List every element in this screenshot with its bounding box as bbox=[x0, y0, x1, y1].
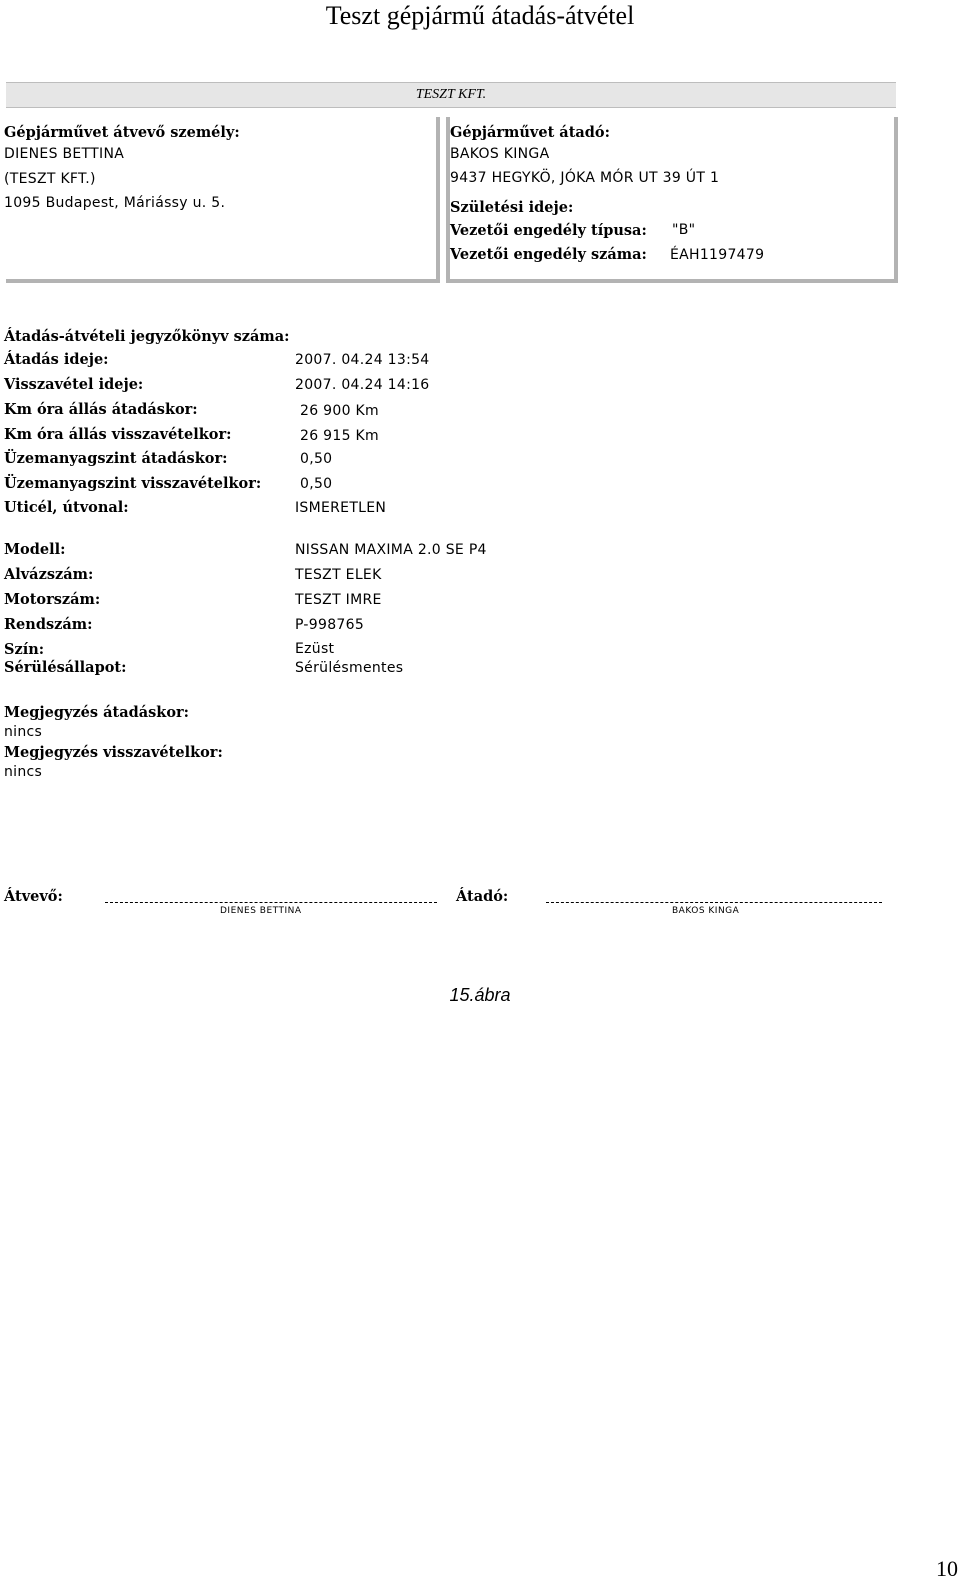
receiver-signature-name: DIENES BETTINA bbox=[220, 906, 302, 916]
odometer-return-value: 26 915 Km bbox=[300, 428, 379, 444]
fuel-handover-value: 0,50 bbox=[300, 451, 333, 467]
plate-label: Rendszám: bbox=[4, 616, 93, 633]
handover-time-value: 2007. 04.24 13:54 bbox=[295, 352, 430, 368]
receiver-name: DIENES BETTINA bbox=[4, 146, 125, 162]
fuel-return-value: 0,50 bbox=[300, 476, 333, 492]
fuel-return-label: Üzemanyagszint visszavételkor: bbox=[4, 475, 262, 492]
page-number: 10 bbox=[936, 1556, 958, 1581]
note-handover-label: Megjegyzés átadáskor: bbox=[4, 704, 190, 721]
protocol-number-label: Átadás-átvételi jegyzőkönyv száma: bbox=[4, 328, 290, 345]
return-time-value: 2007. 04.24 14:16 bbox=[295, 377, 430, 393]
model-label: Modell: bbox=[4, 541, 66, 558]
color-value: Ezüst bbox=[295, 641, 335, 657]
figure-caption: 15.ábra bbox=[449, 985, 511, 1005]
giver-address: 9437 HEGYKÖ, JÓKA MÓR UT 39 ÚT 1 bbox=[450, 170, 720, 186]
note-return-value: nincs bbox=[4, 764, 43, 780]
model-value: NISSAN MAXIMA 2.0 SE P4 bbox=[295, 542, 487, 558]
route-label: Uticél, útvonal: bbox=[4, 499, 129, 516]
receiver-signature-line bbox=[105, 902, 437, 903]
receiver-company: (TESZT KFT.) bbox=[4, 171, 96, 187]
handover-time-label: Átadás ideje: bbox=[4, 351, 109, 368]
engine-label: Motorszám: bbox=[4, 591, 101, 608]
route-value: ISMERETLEN bbox=[295, 500, 387, 516]
document-title: Teszt gépjármű átadás-átvétel bbox=[325, 1, 635, 30]
chassis-value: TESZT ELEK bbox=[295, 567, 382, 583]
damage-label: Sérülésállapot: bbox=[4, 659, 127, 676]
engine-value: TESZT IMRE bbox=[295, 592, 382, 608]
license-type-label: Vezetői engedély típusa: bbox=[450, 222, 647, 239]
color-label: Szín: bbox=[4, 641, 45, 658]
plate-value: P-998765 bbox=[295, 617, 365, 633]
odometer-handover-label: Km óra állás átadáskor: bbox=[4, 401, 198, 418]
damage-value: Sérülésmentes bbox=[295, 660, 404, 676]
license-type-value: "B" bbox=[672, 222, 696, 238]
odometer-return-label: Km óra állás visszavételkor: bbox=[4, 426, 232, 443]
license-number-label: Vezetői engedély száma: bbox=[450, 246, 647, 263]
receiver-heading: Gépjárművet átvevő személy: bbox=[4, 124, 240, 141]
giver-birth-label: Születési ideje: bbox=[450, 199, 574, 216]
note-handover-value: nincs bbox=[4, 724, 43, 740]
license-number-value: ÉAH1197479 bbox=[670, 247, 765, 263]
giver-signature-label: Átadó: bbox=[456, 888, 509, 905]
chassis-label: Alvázszám: bbox=[4, 566, 94, 583]
return-time-label: Visszavétel ideje: bbox=[4, 376, 144, 393]
giver-name: BAKOS KINGA bbox=[450, 146, 550, 162]
note-return-label: Megjegyzés visszavételkor: bbox=[4, 744, 223, 761]
giver-heading: Gépjárművet átadó: bbox=[450, 124, 610, 141]
company-header-bar: TESZT KFT. bbox=[6, 82, 896, 108]
giver-signature-name: BAKOS KINGA bbox=[672, 906, 740, 916]
fuel-handover-label: Üzemanyagszint átadáskor: bbox=[4, 450, 228, 467]
receiver-signature-label: Átvevő: bbox=[4, 888, 63, 905]
receiver-address: 1095 Budapest, Máriássy u. 5. bbox=[4, 195, 226, 211]
odometer-handover-value: 26 900 Km bbox=[300, 403, 379, 419]
giver-signature-line bbox=[546, 902, 882, 903]
